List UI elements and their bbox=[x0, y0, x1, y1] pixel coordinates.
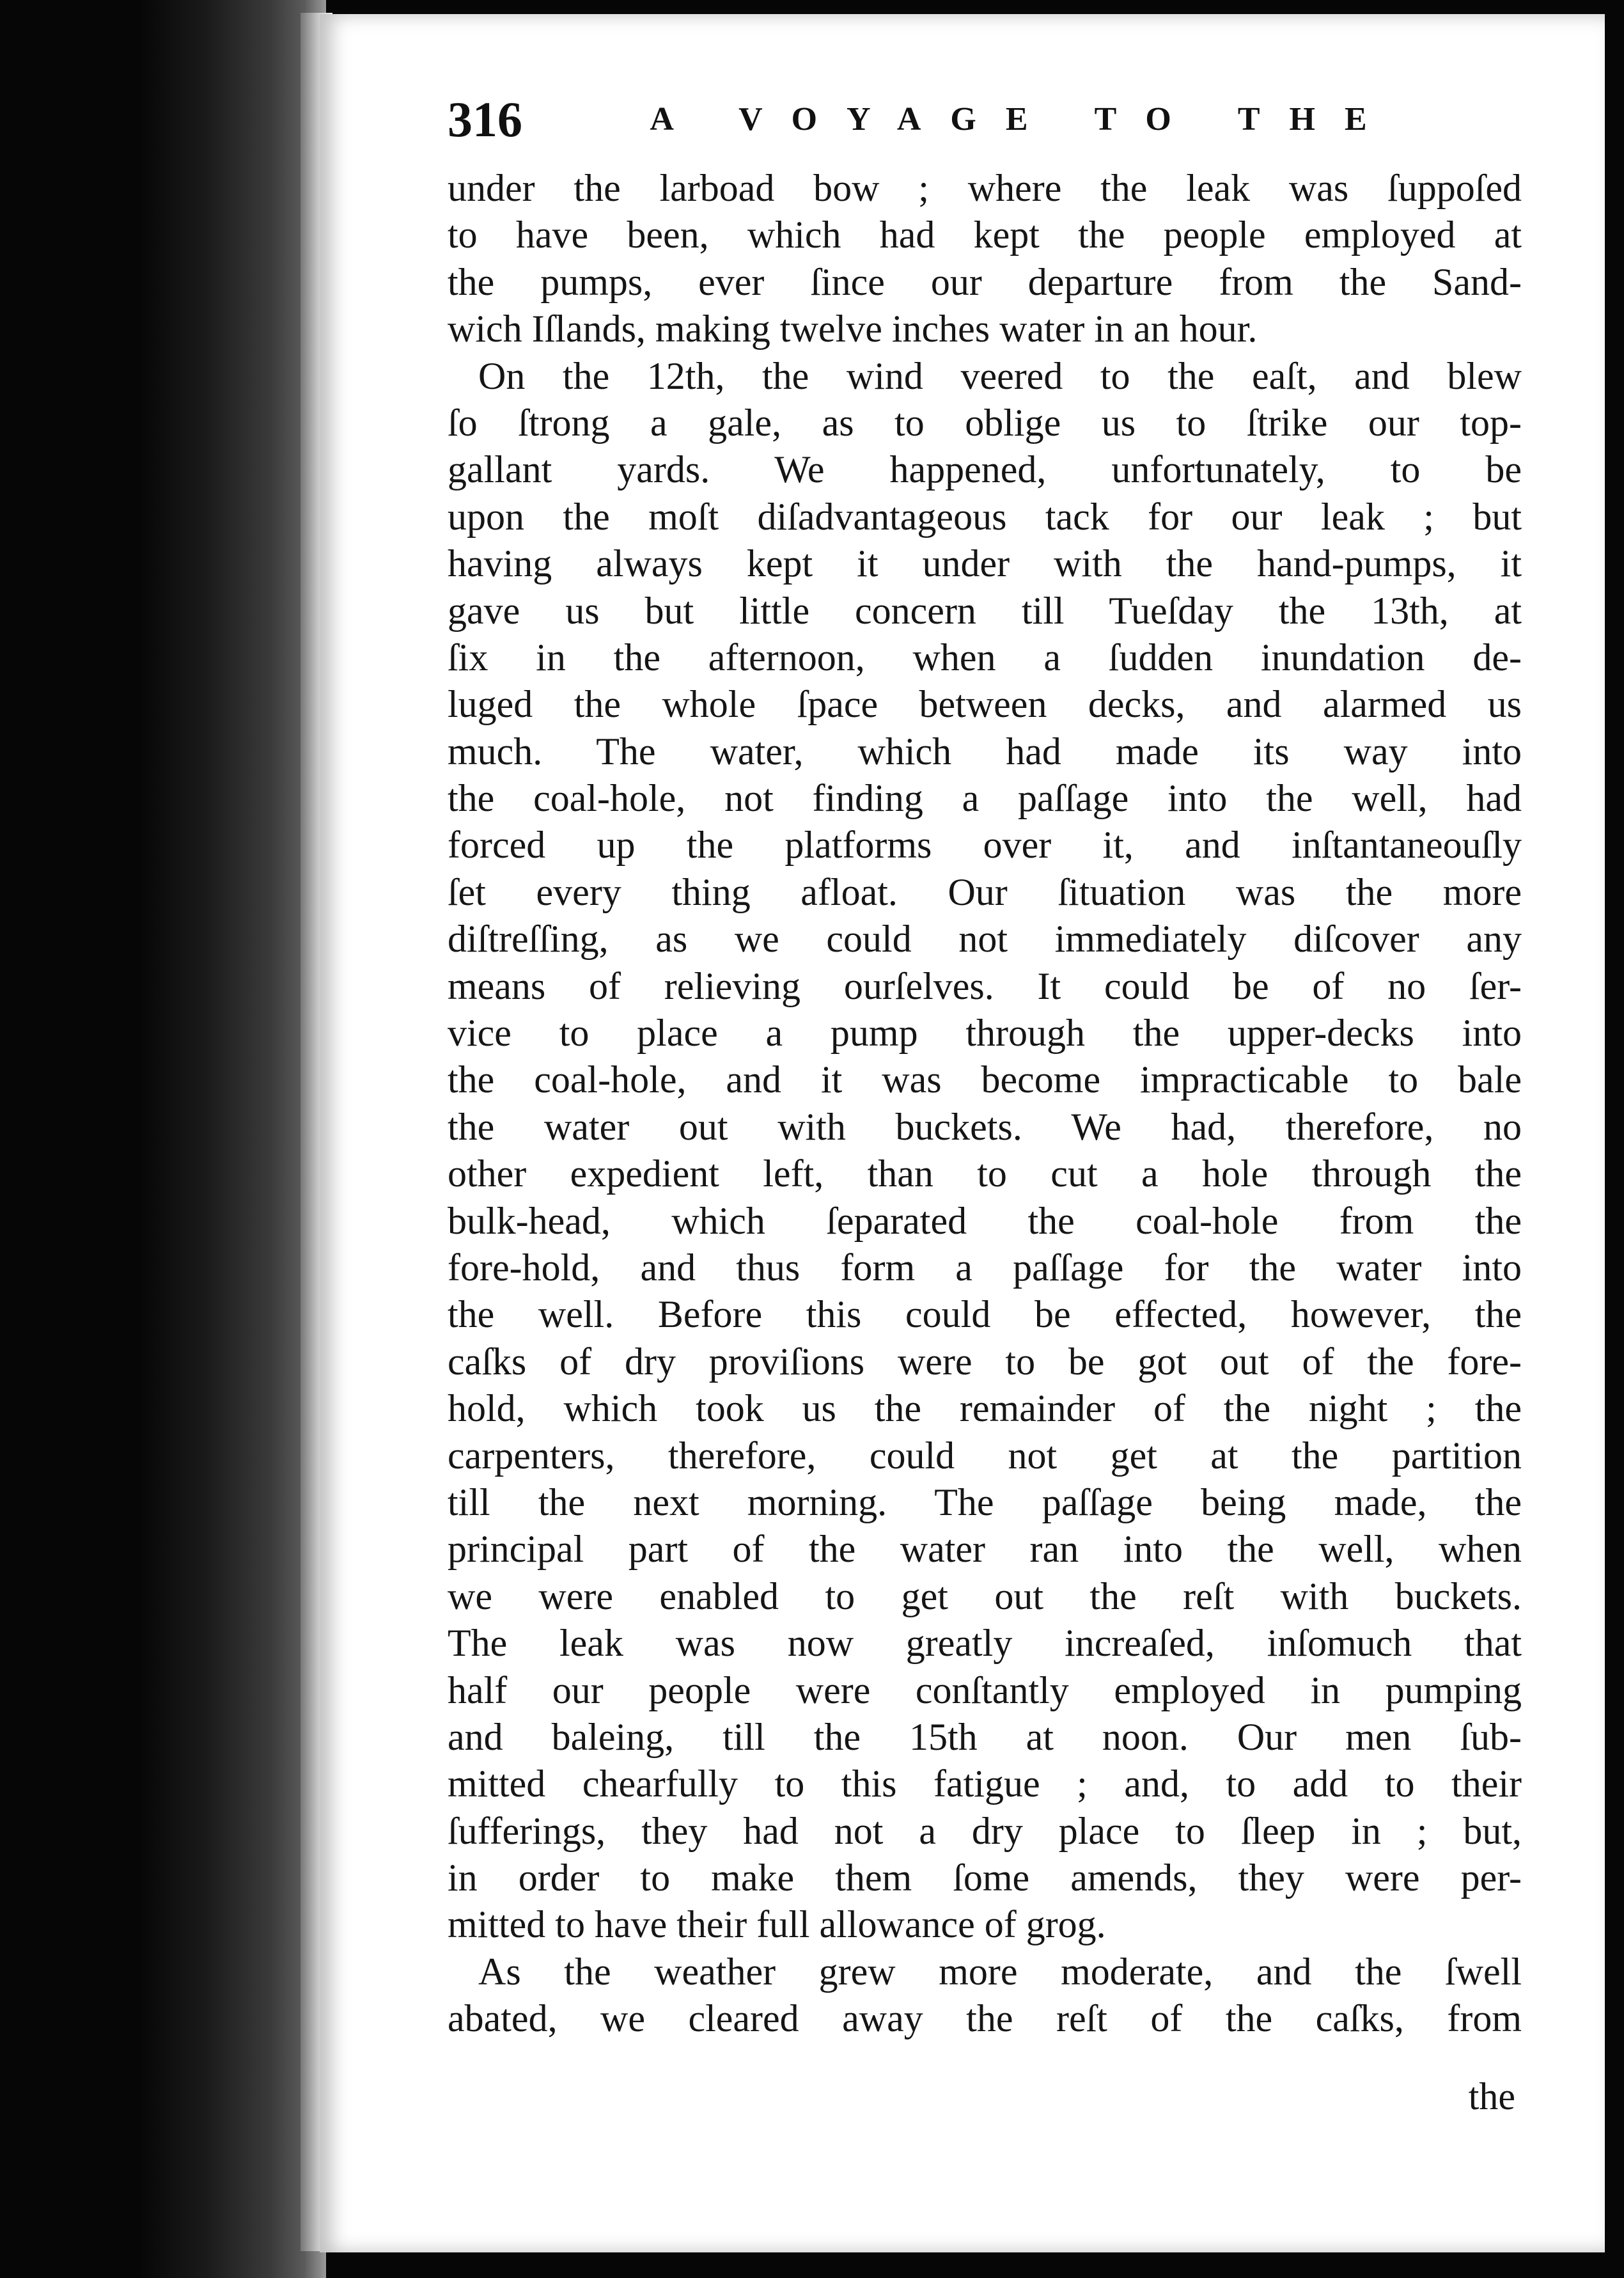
text-line: ſufferings, they had not a dry place to ſleep in ; but, bbox=[448, 1809, 1522, 1852]
text-line: wich Iſlands, making twelve inches water in an hour. bbox=[448, 308, 1258, 350]
text-line: half our people were conſtantly employed in pumping bbox=[448, 1669, 1522, 1711]
book-spine bbox=[141, 0, 326, 2278]
text-line: hold, which took us the remainder of the night ; the bbox=[448, 1387, 1522, 1430]
paper-smudge bbox=[1621, 1933, 1624, 2061]
text-line: means of relieving ourſelves. It could be of no ſer- bbox=[448, 964, 1522, 1007]
text-line: and baleing, till the 15th at noon. Our men ſub- bbox=[448, 1715, 1522, 1758]
book-page bbox=[320, 14, 1605, 2252]
text-line: much. The water, which had made its way into bbox=[448, 730, 1522, 773]
text-line: fore-hold, and thus form a paſſage for the water into bbox=[448, 1246, 1522, 1289]
catchword: the bbox=[1468, 2075, 1515, 2117]
page-header bbox=[448, 84, 1573, 155]
text-line: carpenters, therefore, could not get at the partition bbox=[448, 1434, 1522, 1477]
text-line: gave us but little concern till Tueſday the 13th, at bbox=[448, 589, 1522, 632]
page-number: 316 bbox=[448, 91, 522, 147]
text-line: vice to place a pump through the upper-decks into bbox=[448, 1012, 1522, 1055]
running-head: A VOYAGE TO THE bbox=[650, 101, 1396, 137]
text-line: caſks of dry proviſions were to be got out of the fore- bbox=[448, 1340, 1522, 1383]
text-line: in order to make them ſome amends, they were per- bbox=[448, 1857, 1522, 1899]
text-line: till the next morning. The paſſage being made, the bbox=[448, 1481, 1522, 1523]
text-line: principal part of the water ran into the well, when bbox=[448, 1528, 1522, 1571]
text-line: upon the moſt diſadvantageous tack for our leak ; but bbox=[448, 495, 1522, 538]
text-line: other expedient left, than to cut a hole through the bbox=[448, 1152, 1522, 1195]
text-line: the well. Before this could be effected, however, the bbox=[448, 1293, 1522, 1336]
text-line: gallant yards. We happened, unfortunately, to be bbox=[448, 448, 1522, 491]
text-line: The leak was now greatly increaſed, inſomuch that bbox=[448, 1622, 1522, 1665]
text-line: the coal-hole, and it was become impracticable to bale bbox=[448, 1058, 1522, 1101]
text-line: ſo ſtrong a gale, as to oblige us to ſtrike our top- bbox=[448, 401, 1522, 444]
body-text bbox=[448, 165, 1522, 2043]
text-line: ſix in the afternoon, when a ſudden inundation de- bbox=[448, 636, 1522, 679]
text-line: we were enabled to get out the reſt with buckets. bbox=[448, 1575, 1522, 1617]
text-line: diſtreſſing, as we could not immediately diſcover any bbox=[448, 918, 1522, 961]
text-line: the coal-hole, not finding a paſſage into the well, had bbox=[448, 777, 1522, 820]
text-line: abated, we cleared away the reſt of the caſks, from bbox=[448, 1997, 1522, 2040]
text-line: mitted to have their full allowance of grog. bbox=[448, 1903, 1106, 1946]
text-line: forced up the platforms over it, and inſtantaneouſly bbox=[448, 824, 1522, 867]
text-line: to have been, which had kept the people employed at bbox=[448, 214, 1522, 256]
text-line: bulk-head, which ſeparated the coal-hole from the bbox=[448, 1199, 1522, 1242]
text-line: ſet every thing afloat. Our ſituation was the more bbox=[448, 870, 1522, 913]
text-line: luged the whole ſpace between decks, and alarmed us bbox=[448, 683, 1522, 726]
text-line: the water out with buckets. We had, therefore, no bbox=[448, 1105, 1522, 1148]
text-line: mitted chearfully to this fatigue ; and, to add to their bbox=[448, 1763, 1522, 1805]
text-line: under the larboad bow ; where the leak was ſuppoſed bbox=[448, 167, 1522, 209]
paragraph-start-line: On the 12th, the wind veered to the eaſt, and blew bbox=[478, 354, 1522, 397]
paragraph-start-line: As the weather grew more moderate, and the ſwell bbox=[478, 1950, 1522, 1993]
text-line: the pumps, ever ſince our departure from the Sand- bbox=[448, 260, 1522, 303]
text-line: having always kept it under with the hand-pumps, it bbox=[448, 542, 1522, 585]
